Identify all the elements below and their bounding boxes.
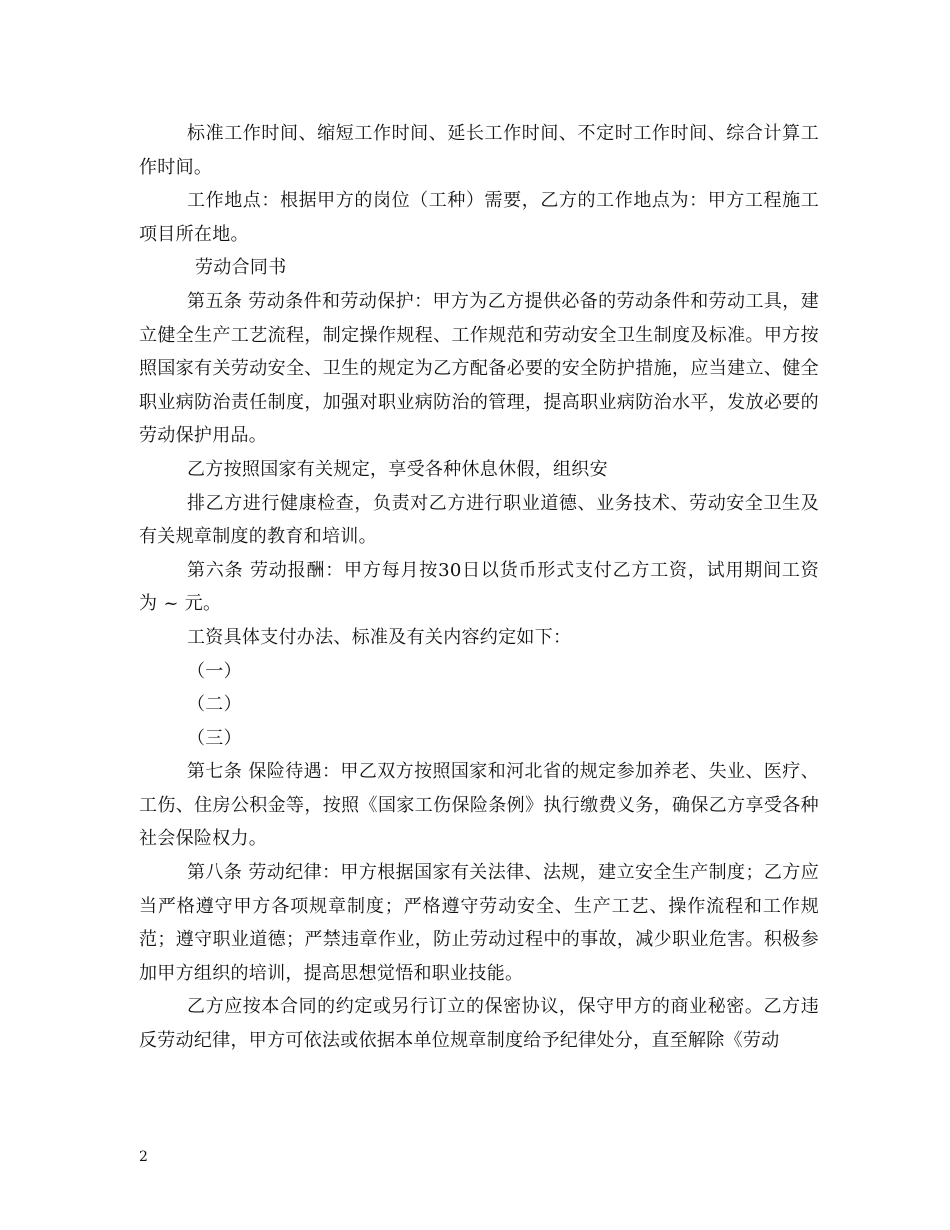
paragraph-rest-leave: 乙方按照国家有关规定，享受各种休息休假，组织安 [187,458,608,480]
page-number: 2 [139,1149,148,1165]
paragraph-article-6: 第六条 劳动报酬：甲方每月按30日以货币形式支付乙方工资，试用期间工资为 ~ 元。 [139,559,819,615]
paragraph-article-8: 第八条 劳动纪律：甲方根据国家有关法律、法规，建立安全生产制度；乙方应当严格遵守甲方各项规章制度；严格遵守劳动安全、生产工艺、操作流程和工作规范；遵守职业道德；严禁违章作业，防止劳动过程中的事故，减少职业危害。积极参加甲方组织的培训，提高思想觉悟和职业技能。 [139,862,819,984]
paragraph-article-7: 第七条 保险待遇：甲乙双方按照国家和河北省的规定参加养老、失业、医疗、工伤、住房公积金等，按照《国家工伤保险条例》执行缴费义务，确保乙方享受各种社会保险权力。 [139,761,819,850]
paragraph-confidentiality: 乙方应按本合同的约定或另行订立的保密协议，保守甲方的商业秘密。乙方违反劳动纪律，甲方可依法或依据本单位规章制度给予纪律处分，直至解除《劳动 [139,996,819,1052]
list-item-2: （二） [187,694,242,716]
paragraph-article-5: 第五条 劳动条件和劳动保护：甲方为乙方提供必备的劳动条件和劳动工具，建立健全生产工艺流程，制定操作规程、工作规范和劳动安全卫生制度及标准。甲方按照国家有关劳动安全、卫生的规定为乙方配备必要的安全防护措施，应当建立、健全职业病防治责任制度，加强对职业病防治的管理，提高职业病防治水平，发放必要的劳动保护用品。 [139,290,819,447]
list-item-3: （三） [187,727,242,749]
list-item-1: （一） [187,660,242,682]
section-title: 劳动合同书 [195,257,287,279]
paragraph-salary-terms: 工资具体支付办法、标准及有关内容约定如下： [187,626,572,648]
paragraph-working-hours: 标准工作时间、缩短工作时间、延长工作时间、不定时工作时间、综合计算工作时间。 [139,123,819,178]
paragraph-work-location: 工作地点：根据甲方的岗位（工种）需要，乙方的工作地点为：甲方工程施工项目所在地。 [139,190,819,245]
paragraph-health-training: 排乙方进行健康检查，负责对乙方进行职业道德、业务技术、劳动安全卫生及有关规章制度的教育和培训。 [139,492,819,548]
document-body [139,117,819,1058]
